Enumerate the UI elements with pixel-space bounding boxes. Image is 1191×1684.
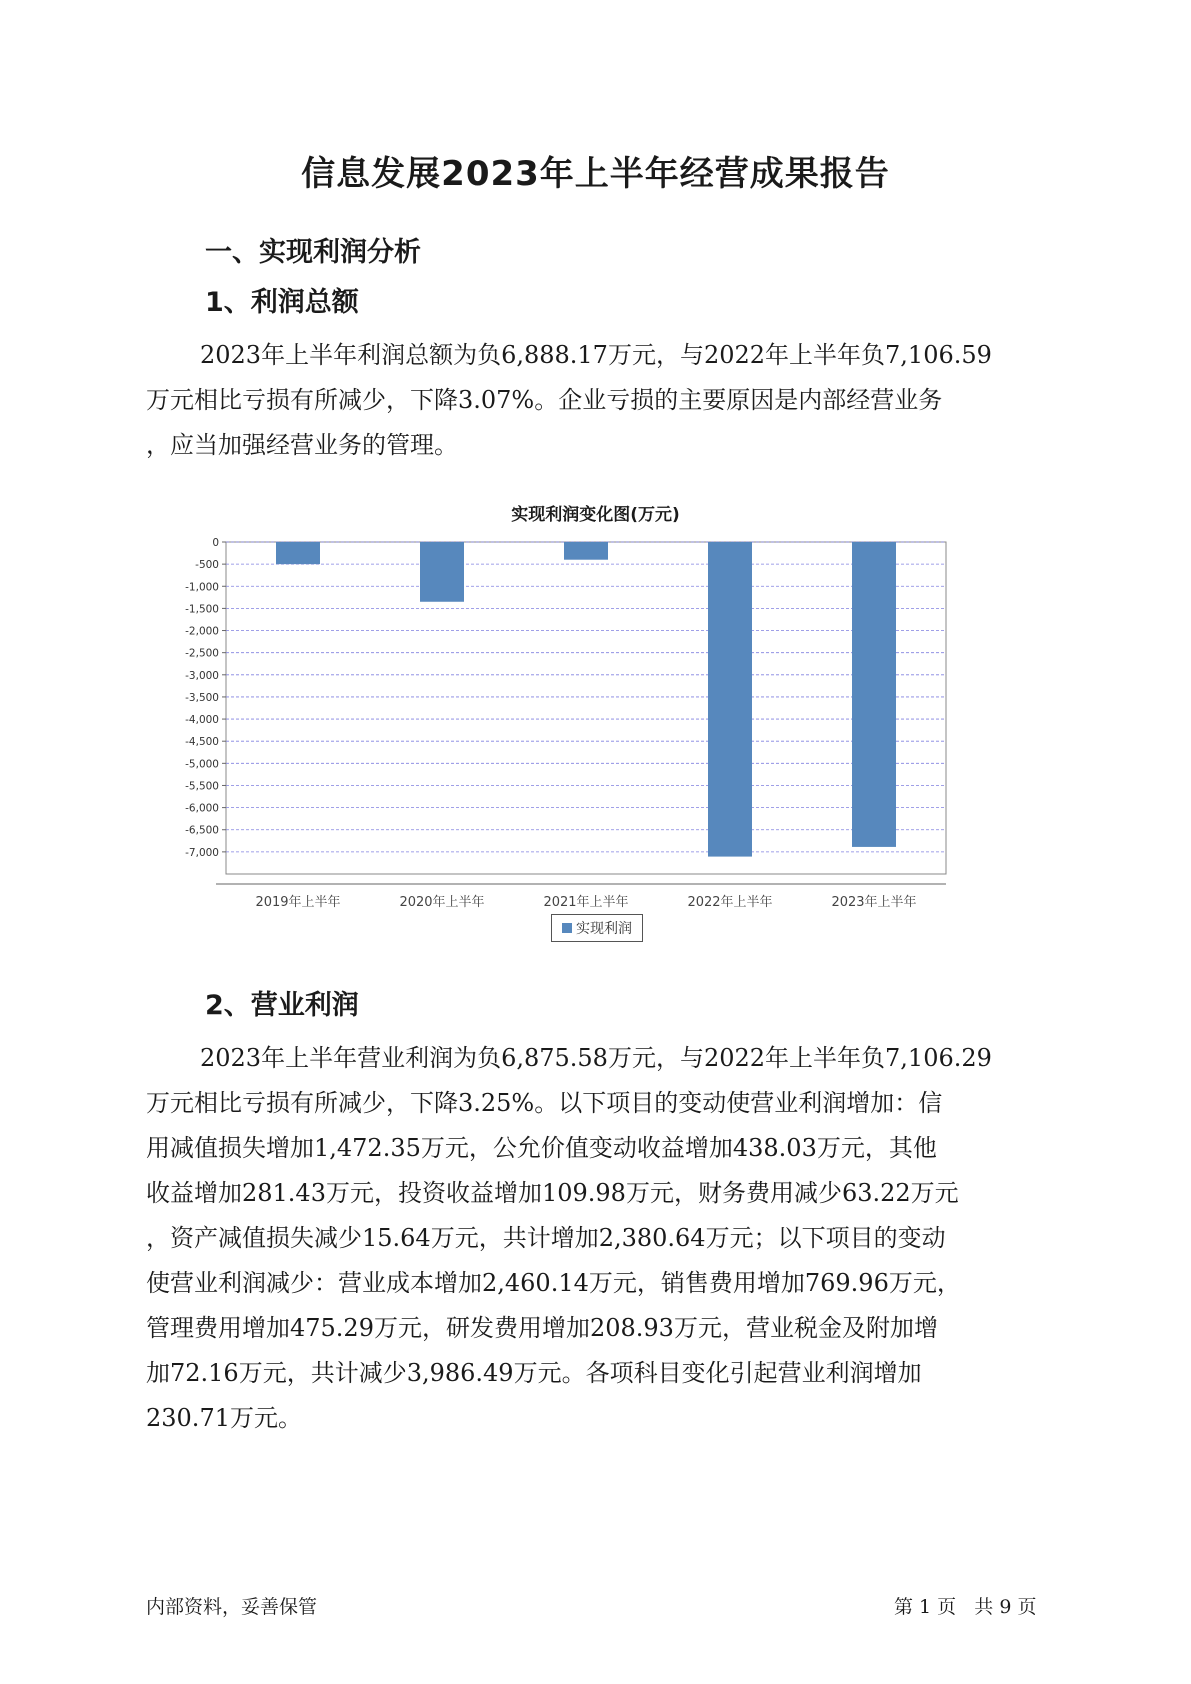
bar xyxy=(564,542,608,560)
x-tick-label: 2023年上半年 xyxy=(831,895,917,910)
profit-bar-chart xyxy=(160,525,1020,915)
paragraph-line: 2023年上半年营业利润为负6,875.58万元，与2022年上半年负7,106.29 xyxy=(200,1044,992,1072)
paragraph-line: 用减值损失增加1,472.35万元，公允价值变动收益增加438.03万元，其他 xyxy=(146,1134,937,1162)
y-tick-label: -4,500 xyxy=(185,736,219,749)
x-tick-label: 2021年上半年 xyxy=(543,895,629,910)
paragraph-line: 加72.16万元，共计减少3,986.49万元。各项科目变化引起营业利润增加 xyxy=(146,1359,922,1387)
operating-profit-paragraph xyxy=(146,1036,1076,1441)
paragraph-line: 管理费用增加475.29万元，研发费用增加208.93万元，营业税金及附加增 xyxy=(146,1314,938,1342)
y-tick-label: -4,000 xyxy=(185,714,219,727)
footer-page-number: 第 1 页 共 9 页 xyxy=(894,1596,1037,1618)
section-heading-profit-analysis: 一、实现利润分析 xyxy=(205,237,421,268)
y-tick-label: -1,500 xyxy=(185,603,219,616)
y-tick-label: -1,000 xyxy=(185,581,219,594)
chart-legend xyxy=(551,914,643,942)
y-tick-label: 0 xyxy=(212,537,219,549)
bar xyxy=(708,542,752,857)
legend-label: 实现利润 xyxy=(576,921,632,937)
subheading-total-profit: 1、利润总额 xyxy=(205,287,359,318)
y-tick-label: -3,000 xyxy=(185,669,219,682)
bar xyxy=(276,542,320,564)
paragraph-line: 收益增加281.43万元，投资收益增加109.98万元，财务费用减少63.22万元 xyxy=(146,1179,959,1207)
bar xyxy=(852,542,896,847)
y-tick-label: -5,500 xyxy=(185,780,219,793)
paragraph-line: 万元相比亏损有所减少，下降3.25%。以下项目的变动使营业利润增加：信 xyxy=(146,1089,943,1117)
plot-area xyxy=(226,542,946,874)
y-tick-label: -2,500 xyxy=(185,647,219,660)
y-tick-label: -2,000 xyxy=(185,625,219,638)
paragraph-line: 230.71万元。 xyxy=(146,1404,302,1432)
subheading-operating-profit: 2、营业利润 xyxy=(205,990,359,1021)
paragraph-line: 万元相比亏损有所减少，下降3.07%。企业亏损的主要原因是内部经营业务 xyxy=(146,386,943,414)
y-tick-label: -5,000 xyxy=(185,758,219,771)
paragraph-line: 使营业利润减少：营业成本增加2,460.14万元，销售费用增加769.96万元， xyxy=(146,1269,961,1297)
document-title: 信息发展2023年上半年经营成果报告 xyxy=(301,154,890,194)
paragraph-line: 2023年上半年利润总额为负6,888.17万元，与2022年上半年负7,106.59 xyxy=(200,341,992,369)
bar xyxy=(420,542,464,602)
paragraph-line: ，资产减值损失减少15.64万元，共计增加2,380.64万元；以下项目的变动 xyxy=(146,1224,946,1252)
paragraph-line: ，应当加强经营业务的管理。 xyxy=(146,431,458,459)
legend-swatch xyxy=(562,923,572,933)
y-tick-label: -7,000 xyxy=(185,846,219,859)
x-tick-label: 2020年上半年 xyxy=(399,895,485,910)
y-tick-label: -6,000 xyxy=(185,802,219,815)
total-profit-paragraph xyxy=(146,333,1076,468)
y-tick-label: -3,500 xyxy=(185,691,219,704)
footer-confidential-note: 内部资料，妥善保管 xyxy=(146,1596,318,1618)
x-tick-label: 2019年上半年 xyxy=(255,895,341,910)
y-tick-label: -500 xyxy=(195,559,219,572)
y-tick-label: -6,500 xyxy=(185,824,219,837)
x-tick-label: 2022年上半年 xyxy=(687,895,773,910)
chart-title: 实现利润变化图(万元) xyxy=(511,505,680,525)
